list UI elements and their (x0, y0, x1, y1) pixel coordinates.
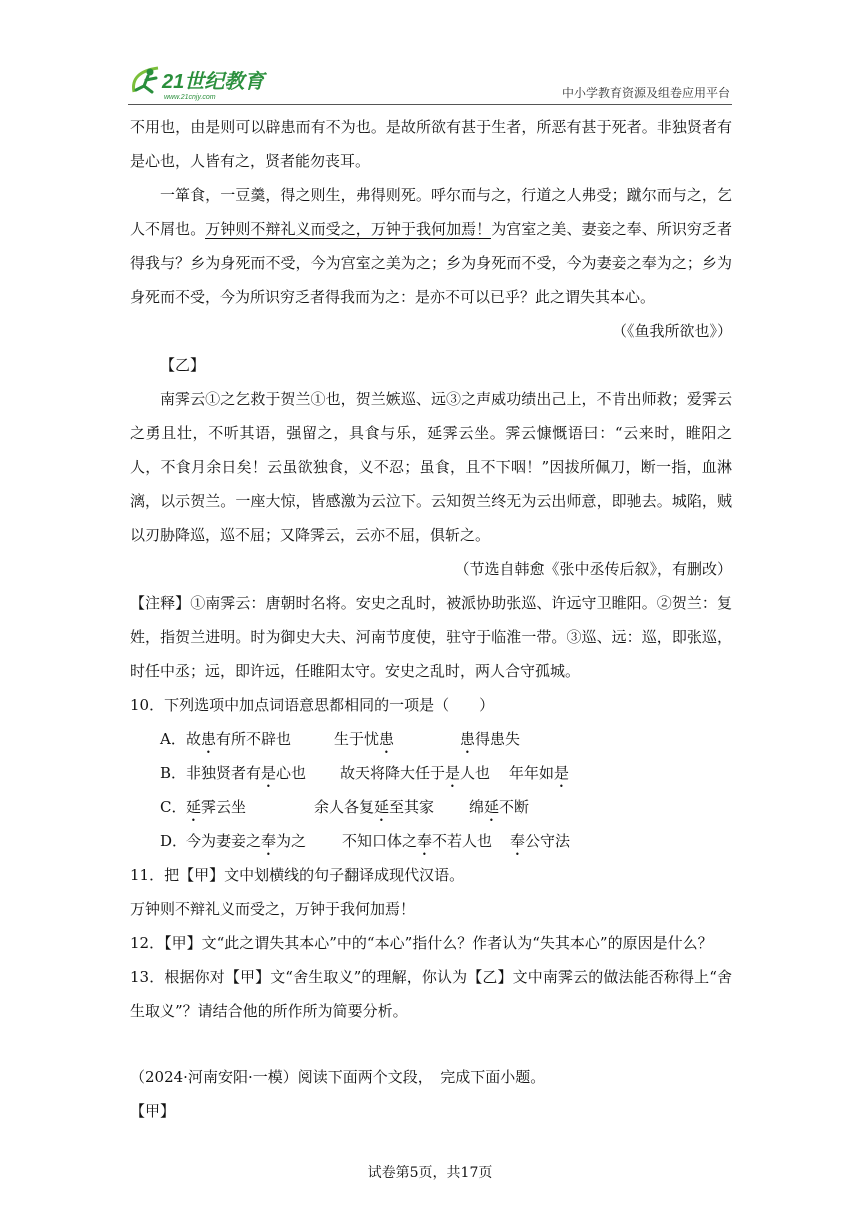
option-a-phrase-3: 患得患失 (460, 730, 521, 748)
option-d-phrase-2: 不知口体之奉不若人也 (342, 832, 493, 850)
option-c-phrase-3: 绵延不断 (469, 798, 530, 816)
option-a (130, 722, 732, 756)
page-footer: 试卷第5页，共17页 (367, 1165, 493, 1181)
jia-p2-b: 为宫室之美、妻妾之奉、所识穷乏者得我与？乡为身死而不受，今为宫室之美为之；乡为身死而不受，今为妻妾之奉为之；乡为身死而不受，今为所识穷乏者得我而为之：是亦不可以已乎？此之谓失其本心。 (130, 220, 732, 306)
logo (128, 62, 288, 102)
underlined-sentence: 万钟则不辩礼义而受之，万钟于我何加焉！ (205, 220, 492, 238)
option-b-phrase-2: 故天将降大任于是人也 (340, 764, 491, 782)
option-d-phrase-3: 奉公守法 (510, 832, 571, 850)
yi-label: 【乙】 (160, 356, 206, 374)
logo-text: 21世纪教育 (162, 71, 265, 93)
next-section-intro: （2024·河南安阳·一模）阅读下面两个文段， 完成下面小题。 (130, 1068, 546, 1086)
yi-paragraph: 南霁云①之乞救于贺兰①也，贺兰嫉巡、远③之声威功绩出己上，不肯出师救；爱霁云之勇且壮，不听其语，强留之，具食与乐，延霁云坐。霁云慷慨语曰：“云来时，睢阳之人，不食月余日矣！云虽欲独食，义不忍；虽食，且不下咽！”因拔所佩刀，断一指，血淋漓，以示贺兰。一座大惊，皆感激为云泣下。云知贺兰终无为云出师意，即驰去。城陷，贼以刃胁降巡，巡不屈；又降霁云，云亦不屈，俱斩之。 (130, 390, 732, 544)
option-c (130, 790, 732, 824)
option-letter: B． (160, 764, 187, 782)
jia-p2-a: 一箪食，一豆羹，得之则生，弗得则死。呼尔而与之，行道之人弗受；蹴尔而与之，乞人不屑也。 (130, 186, 732, 238)
option-c-phrase-2: 余人各复延至其家 (314, 798, 435, 816)
question-13: 13．根据你对【甲】文“舍生取义”的理解，你认为【乙】文中南霁云的做法能否称得上“舍生取义”？请结合他的所作所为简要分析。 (130, 968, 732, 1020)
logo-url: www.21cnjy.com (164, 94, 216, 101)
option-letter: C． (160, 798, 187, 816)
annotation: 【注释】①南霁云：唐朝时名将。安史之乱时，被派协助张巡、许远守卫睢阳。②贺兰：复姓，指贺兰进明。时为御史大夫、河南节度使，驻守于临淮一带。③巡、远：巡，即张巡，时任中丞；远，即许远，任睢阳太守。安史之乱时，两人合守孤城。 (130, 594, 732, 680)
yi-source: （节选自韩愈《张中丞传后叙》，有删改） (454, 560, 732, 578)
question-12: 12．【甲】文“此之谓失其本心”中的“本心”指什么？作者认为“失其本心”的原因是什么？ (130, 934, 713, 952)
question-10: 10．下列选项中加点词语意思都相同的一项是（ ） (130, 696, 495, 714)
option-b-phrase-3: 年年如是 (509, 764, 570, 782)
option-b (130, 756, 732, 790)
question-11: 11．把【甲】文中划横线的句子翻译成现代汉语。 (130, 866, 465, 884)
option-c-phrase-1: 延霁云坐 (186, 798, 247, 816)
jia-paragraph-1: 不用也，由是则可以辟患而有不为也。是故所欲有甚于生者，所恶有甚于死者。非独贤者有是心也，人皆有之，贤者能勿丧耳。 (130, 118, 732, 170)
option-a-phrase-2: 生于忧患 (334, 730, 395, 748)
option-d (130, 824, 732, 858)
option-b-phrase-1: 非独贤者有是心也 (186, 764, 307, 782)
option-d-phrase-1: 今为妻妾之奉为之 (186, 832, 307, 850)
jia-paragraph-2 (130, 178, 732, 314)
option-letter: A． (160, 730, 186, 748)
question-11-sentence: 万钟则不辩礼义而受之，万钟于我何加焉！ (130, 900, 416, 918)
jia-source: （《鱼我所欲也》） (611, 322, 732, 340)
platform-name: 中小学教育资源及组卷应用平台 (561, 86, 730, 100)
option-letter: D． (160, 832, 188, 850)
option-a-phrase-1: 故患有所不辟也 (186, 730, 292, 748)
next-section-label: 【甲】 (130, 1102, 176, 1120)
page-header (128, 60, 732, 105)
document-body (130, 110, 732, 1128)
